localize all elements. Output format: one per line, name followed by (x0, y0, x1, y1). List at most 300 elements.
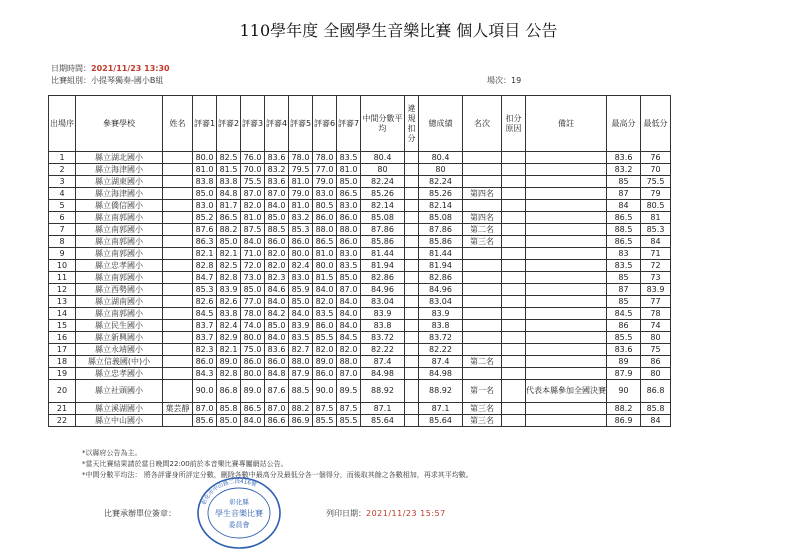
cell-rank (463, 200, 502, 212)
cell-total: 88.92 (419, 380, 463, 403)
cell-judge-1-score: 86.0 (193, 356, 217, 368)
cell-judge-2-score: 88.2 (217, 224, 241, 236)
cell-deduct-reason (502, 200, 526, 212)
date-label: 日期時間： (51, 64, 91, 73)
cell-school: 縣立新興國小 (76, 332, 163, 344)
cell-remark (526, 344, 607, 356)
cell-judge-1-score: 83.7 (193, 332, 217, 344)
cell-min: 71 (641, 248, 671, 260)
cell-rank: 第三名 (463, 236, 502, 248)
table-row (49, 188, 671, 200)
cell-judge-6-score: 82.0 (313, 344, 337, 356)
cell-min: 86.8 (641, 380, 671, 403)
cell-max: 87 (607, 284, 641, 296)
cell-judge-3-score: 89.0 (241, 380, 265, 403)
cell-total: 85.08 (419, 212, 463, 224)
table-row (49, 224, 671, 236)
cell-school: 縣立南郭國小 (76, 248, 163, 260)
cell-name (163, 308, 193, 320)
table-row (49, 236, 671, 248)
cell-max: 85 (607, 296, 641, 308)
cell-name (163, 320, 193, 332)
cell-deduct-reason (502, 284, 526, 296)
cell-min: 76 (641, 152, 671, 164)
cell-judge-5-score: 81.0 (289, 176, 313, 188)
cell-judge-6-score: 90.0 (313, 380, 337, 403)
date-line (51, 63, 170, 74)
cell-min: 75.5 (641, 176, 671, 188)
cell-min: 80 (641, 368, 671, 380)
cell-judge-1-score: 85.3 (193, 284, 217, 296)
cell-judge-3-score: 82.0 (241, 200, 265, 212)
cell-total: 82.24 (419, 176, 463, 188)
cell-judge-2-score: 84.8 (217, 188, 241, 200)
cell-order: 20 (49, 380, 76, 403)
cell-deduct-reason (502, 320, 526, 332)
cell-judge-2-score: 82.5 (217, 260, 241, 272)
cell-remark (526, 176, 607, 188)
cell-judge-6-score: 83.0 (313, 188, 337, 200)
table-row (49, 248, 671, 260)
cell-average: 87.1 (361, 403, 405, 415)
cell-judge-5-score: 78.0 (289, 152, 313, 164)
cell-judge-7-score: 87.0 (337, 368, 361, 380)
cell-judge-2-score: 85.0 (217, 415, 241, 427)
cell-deduct-reason (502, 260, 526, 272)
cell-max: 87.9 (607, 368, 641, 380)
cell-judge-2-score: 86.8 (217, 380, 241, 403)
cell-judge-5-score: 86.9 (289, 415, 313, 427)
cell-total: 83.04 (419, 296, 463, 308)
header-row (49, 96, 671, 152)
cell-judge-6-score: 88.0 (313, 224, 337, 236)
cell-judge-1-score: 86.3 (193, 236, 217, 248)
cell-order: 8 (49, 236, 76, 248)
table-row (49, 176, 671, 188)
cell-judge-7-score: 87.5 (337, 403, 361, 415)
cell-judge-5-score: 82.4 (289, 260, 313, 272)
cell-min: 85.8 (641, 403, 671, 415)
seal-line-1: 彰化縣 (229, 498, 249, 506)
cell-judge-6-score: 81.5 (313, 272, 337, 284)
cell-judge-7-score: 83.0 (337, 200, 361, 212)
cell-order: 17 (49, 344, 76, 356)
cell-judge-7-score: 81.0 (337, 164, 361, 176)
cell-judge-6-score: 87.5 (313, 403, 337, 415)
cell-name (163, 344, 193, 356)
cell-judge-4-score: 87.6 (265, 380, 289, 403)
cell-judge-7-score: 88.0 (337, 224, 361, 236)
cell-remark (526, 356, 607, 368)
cell-average: 87.4 (361, 356, 405, 368)
cell-order: 18 (49, 356, 76, 368)
cell-school: 縣立民生國小 (76, 320, 163, 332)
cell-violation (405, 188, 419, 200)
cell-judge-1-score: 84.7 (193, 272, 217, 284)
cell-average: 84.96 (361, 284, 405, 296)
cell-order: 10 (49, 260, 76, 272)
cell-judge-4-score: 82.0 (265, 260, 289, 272)
cell-judge-5-score: 87.9 (289, 368, 313, 380)
cell-remark (526, 224, 607, 236)
cell-average: 82.86 (361, 272, 405, 284)
cell-judge-3-score: 86.0 (241, 356, 265, 368)
cell-remark (526, 284, 607, 296)
cell-judge-5-score: 80.0 (289, 248, 313, 260)
cell-violation (405, 212, 419, 224)
header-min: 最低分 (641, 96, 671, 152)
cell-average: 82.22 (361, 344, 405, 356)
cell-name (163, 224, 193, 236)
cell-judge-6-score: 86.0 (313, 212, 337, 224)
cell-rank (463, 296, 502, 308)
note-1: *以縣府公告為主。 (82, 449, 142, 457)
cell-judge-4-score: 84.0 (265, 296, 289, 308)
cell-min: 80.5 (641, 200, 671, 212)
cell-average: 83.72 (361, 332, 405, 344)
cell-deduct-reason (502, 356, 526, 368)
cell-rank: 第二名 (463, 356, 502, 368)
cell-total: 87.1 (419, 403, 463, 415)
cell-remark (526, 164, 607, 176)
cell-min: 75 (641, 344, 671, 356)
cell-judge-3-score: 81.0 (241, 212, 265, 224)
cell-violation (405, 176, 419, 188)
cell-judge-1-score: 83.8 (193, 176, 217, 188)
cell-deduct-reason (502, 272, 526, 284)
cell-average: 82.24 (361, 176, 405, 188)
cell-name (163, 260, 193, 272)
header-judge-1: 評審1 (193, 96, 217, 152)
cell-average: 83.9 (361, 308, 405, 320)
cell-judge-4-score: 83.6 (265, 344, 289, 356)
cell-rank: 第一名 (463, 380, 502, 403)
cell-min: 77 (641, 296, 671, 308)
cell-rank (463, 284, 502, 296)
cell-remark (526, 212, 607, 224)
cell-violation (405, 260, 419, 272)
cell-average: 80.4 (361, 152, 405, 164)
cell-judge-2-score: 83.8 (217, 308, 241, 320)
cell-average: 85.86 (361, 236, 405, 248)
cell-rank (463, 164, 502, 176)
cell-rank (463, 248, 502, 260)
cell-violation (405, 403, 419, 415)
cell-order: 9 (49, 248, 76, 260)
table-row (49, 403, 671, 415)
cell-judge-3-score: 70.0 (241, 164, 265, 176)
cell-remark (526, 260, 607, 272)
cell-judge-5-score: 88.0 (289, 356, 313, 368)
header-name: 姓名 (163, 96, 193, 152)
seal-line-3: 委員會 (228, 521, 250, 529)
cell-deduct-reason (502, 188, 526, 200)
cell-judge-1-score: 80.0 (193, 152, 217, 164)
cell-judge-5-score: 81.0 (289, 200, 313, 212)
cell-remark (526, 200, 607, 212)
cell-order: 1 (49, 152, 76, 164)
cell-total: 80 (419, 164, 463, 176)
cell-judge-1-score: 82.8 (193, 260, 217, 272)
table-row (49, 380, 671, 403)
cell-total: 81.94 (419, 260, 463, 272)
cell-deduct-reason (502, 380, 526, 403)
print-date-line (326, 508, 446, 519)
table-row (49, 356, 671, 368)
cell-judge-3-score: 77.0 (241, 296, 265, 308)
cell-judge-1-score: 87.0 (193, 403, 217, 415)
table-row (49, 152, 671, 164)
cell-total: 84.98 (419, 368, 463, 380)
cell-violation (405, 308, 419, 320)
cell-judge-4-score: 86.0 (265, 356, 289, 368)
cell-deduct-reason (502, 164, 526, 176)
header-judge-4: 評審4 (265, 96, 289, 152)
cell-max: 85 (607, 176, 641, 188)
cell-school: 縣立南郭國小 (76, 224, 163, 236)
cell-judge-6-score: 86.0 (313, 320, 337, 332)
cell-judge-7-score: 84.0 (337, 320, 361, 332)
cell-school: 縣立湖北國小 (76, 152, 163, 164)
cell-judge-3-score: 87.0 (241, 188, 265, 200)
cell-rank (463, 260, 502, 272)
cell-judge-2-score: 83.8 (217, 176, 241, 188)
cell-judge-6-score: 79.0 (313, 176, 337, 188)
table-row (49, 368, 671, 380)
cell-min: 72 (641, 260, 671, 272)
committee-seal (196, 476, 282, 550)
cell-min: 74 (641, 320, 671, 332)
cell-min: 78 (641, 308, 671, 320)
cell-min: 84 (641, 415, 671, 427)
cell-remark (526, 296, 607, 308)
cell-remark (526, 188, 607, 200)
cell-judge-5-score: 86.0 (289, 236, 313, 248)
cell-rank: 第三名 (463, 415, 502, 427)
cell-average: 80 (361, 164, 405, 176)
cell-order: 16 (49, 332, 76, 344)
header-order: 出場序 (49, 96, 76, 152)
cell-remark (526, 272, 607, 284)
cell-violation (405, 344, 419, 356)
note-2: *當天比賽結果請於當日晚間22:00前於本音樂比賽專屬網站公告。 (82, 460, 288, 468)
cell-judge-1-score: 84.5 (193, 308, 217, 320)
cell-remark (526, 152, 607, 164)
cell-violation (405, 248, 419, 260)
print-date-label: 列印日期： (326, 509, 366, 518)
cell-judge-7-score: 87.0 (337, 284, 361, 296)
cell-judge-2-score: 82.9 (217, 332, 241, 344)
cell-judge-4-score: 82.0 (265, 248, 289, 260)
results-table (48, 95, 671, 427)
cell-judge-5-score: 79.5 (289, 164, 313, 176)
cell-judge-3-score: 84.0 (241, 236, 265, 248)
cell-order: 2 (49, 164, 76, 176)
cell-judge-7-score: 82.0 (337, 344, 361, 356)
cell-judge-2-score: 85.0 (217, 236, 241, 248)
header-judge-2: 評審2 (217, 96, 241, 152)
cell-judge-4-score: 83.6 (265, 152, 289, 164)
cell-order: 14 (49, 308, 76, 320)
table-row (49, 200, 671, 212)
cell-min: 73 (641, 272, 671, 284)
cell-judge-3-score: 72.0 (241, 260, 265, 272)
cell-max: 83.6 (607, 344, 641, 356)
cell-judge-4-score: 88.5 (265, 224, 289, 236)
cell-name (163, 284, 193, 296)
header-max: 最高分 (607, 96, 641, 152)
cell-judge-2-score: 86.5 (217, 212, 241, 224)
cell-min: 70 (641, 164, 671, 176)
cell-average: 83.8 (361, 320, 405, 332)
cell-judge-1-score: 83.7 (193, 320, 217, 332)
cell-total: 85.86 (419, 236, 463, 248)
cell-rank: 第三名 (463, 403, 502, 415)
cell-judge-3-score: 73.0 (241, 272, 265, 284)
header-judge-3: 評審3 (241, 96, 265, 152)
cell-average: 85.08 (361, 212, 405, 224)
cell-judge-3-score: 86.5 (241, 403, 265, 415)
cell-judge-7-score: 84.0 (337, 296, 361, 308)
cell-rank (463, 368, 502, 380)
cell-judge-4-score: 83.6 (265, 176, 289, 188)
cell-max: 86.5 (607, 212, 641, 224)
cell-judge-6-score: 77.0 (313, 164, 337, 176)
session-label: 場次：19 (487, 76, 522, 85)
cell-judge-1-score: 84.3 (193, 368, 217, 380)
cell-judge-5-score: 88.5 (289, 380, 313, 403)
cell-deduct-reason (502, 212, 526, 224)
seal-ring-text: 彰化市中山路二段416號 (201, 478, 258, 506)
cell-order: 5 (49, 200, 76, 212)
cell-violation (405, 272, 419, 284)
cell-judge-6-score: 86.5 (313, 236, 337, 248)
header-violation: 違規扣分 (405, 96, 419, 152)
cell-judge-2-score: 85.8 (217, 403, 241, 415)
cell-violation (405, 152, 419, 164)
cell-max: 86.9 (607, 415, 641, 427)
cell-min: 79 (641, 188, 671, 200)
cell-judge-5-score: 82.7 (289, 344, 313, 356)
cell-deduct-reason (502, 332, 526, 344)
cell-judge-4-score: 84.0 (265, 332, 289, 344)
cell-school: 縣立海津國小 (76, 164, 163, 176)
cell-judge-2-score: 82.6 (217, 296, 241, 308)
cell-average: 88.92 (361, 380, 405, 403)
cell-judge-4-score: 82.3 (265, 272, 289, 284)
header-school: 參賽學校 (76, 96, 163, 152)
cell-judge-4-score: 84.8 (265, 368, 289, 380)
cell-total: 80.4 (419, 152, 463, 164)
cell-judge-7-score: 83.0 (337, 248, 361, 260)
cell-order: 11 (49, 272, 76, 284)
cell-judge-3-score: 75.5 (241, 176, 265, 188)
cell-max: 88.5 (607, 224, 641, 236)
table-row (49, 332, 671, 344)
table-row (49, 415, 671, 427)
table-row (49, 212, 671, 224)
cell-max: 86 (607, 320, 641, 332)
cell-total: 82.14 (419, 200, 463, 212)
cell-judge-5-score: 84.0 (289, 308, 313, 320)
cell-judge-1-score: 87.6 (193, 224, 217, 236)
cell-name (163, 356, 193, 368)
cell-school: 縣立南郭國小 (76, 236, 163, 248)
cell-max: 84 (607, 200, 641, 212)
cell-school: 縣立永靖國小 (76, 344, 163, 356)
cell-name (163, 332, 193, 344)
table-row (49, 296, 671, 308)
cell-rank: 第二名 (463, 224, 502, 236)
cell-judge-5-score: 79.0 (289, 188, 313, 200)
cell-total: 82.86 (419, 272, 463, 284)
cell-deduct-reason (502, 296, 526, 308)
cell-judge-6-score: 82.0 (313, 296, 337, 308)
cell-deduct-reason (502, 152, 526, 164)
cell-rank (463, 320, 502, 332)
cell-deduct-reason (502, 415, 526, 427)
cell-judge-7-score: 84.5 (337, 332, 361, 344)
cell-total: 82.22 (419, 344, 463, 356)
cell-total: 84.96 (419, 284, 463, 296)
cell-average: 85.26 (361, 188, 405, 200)
cell-judge-2-score: 82.1 (217, 344, 241, 356)
cell-school: 縣立南郭國小 (76, 212, 163, 224)
cell-deduct-reason (502, 224, 526, 236)
cell-name (163, 415, 193, 427)
cell-max: 85.5 (607, 332, 641, 344)
cell-violation (405, 380, 419, 403)
header-remark: 備註 (526, 96, 607, 152)
cell-remark (526, 320, 607, 332)
cell-judge-4-score: 87.0 (265, 188, 289, 200)
cell-violation (405, 356, 419, 368)
cell-judge-3-score: 87.5 (241, 224, 265, 236)
date-value: 2021/11/23 13:30 (91, 64, 170, 73)
cell-rank (463, 152, 502, 164)
header-judge-6: 評審6 (313, 96, 337, 152)
cell-name (163, 212, 193, 224)
signature-label: 比賽承辦單位簽章： (104, 509, 176, 518)
cell-total: 87.4 (419, 356, 463, 368)
cell-name (163, 164, 193, 176)
cell-min: 86 (641, 356, 671, 368)
cell-max: 87 (607, 188, 641, 200)
table-row (49, 272, 671, 284)
cell-average: 87.86 (361, 224, 405, 236)
cell-average: 84.98 (361, 368, 405, 380)
cell-judge-4-score: 86.6 (265, 415, 289, 427)
cell-violation (405, 200, 419, 212)
cell-judge-4-score: 84.0 (265, 200, 289, 212)
cell-judge-6-score: 85.5 (313, 415, 337, 427)
cell-remark (526, 248, 607, 260)
cell-name (163, 152, 193, 164)
cell-school: 縣立中山國小 (76, 415, 163, 427)
cell-school: 縣立社頭國小 (76, 380, 163, 403)
cell-judge-3-score: 84.0 (241, 415, 265, 427)
cell-judge-5-score: 83.5 (289, 332, 313, 344)
header-average: 中間分數平均 (361, 96, 405, 152)
cell-order: 6 (49, 212, 76, 224)
cell-judge-4-score: 83.2 (265, 164, 289, 176)
cell-order: 7 (49, 224, 76, 236)
cell-judge-6-score: 85.5 (313, 332, 337, 344)
cell-rank: 第四名 (463, 188, 502, 200)
cell-judge-3-score: 78.0 (241, 308, 265, 320)
cell-judge-1-score: 82.6 (193, 296, 217, 308)
cell-judge-2-score: 82.8 (217, 272, 241, 284)
